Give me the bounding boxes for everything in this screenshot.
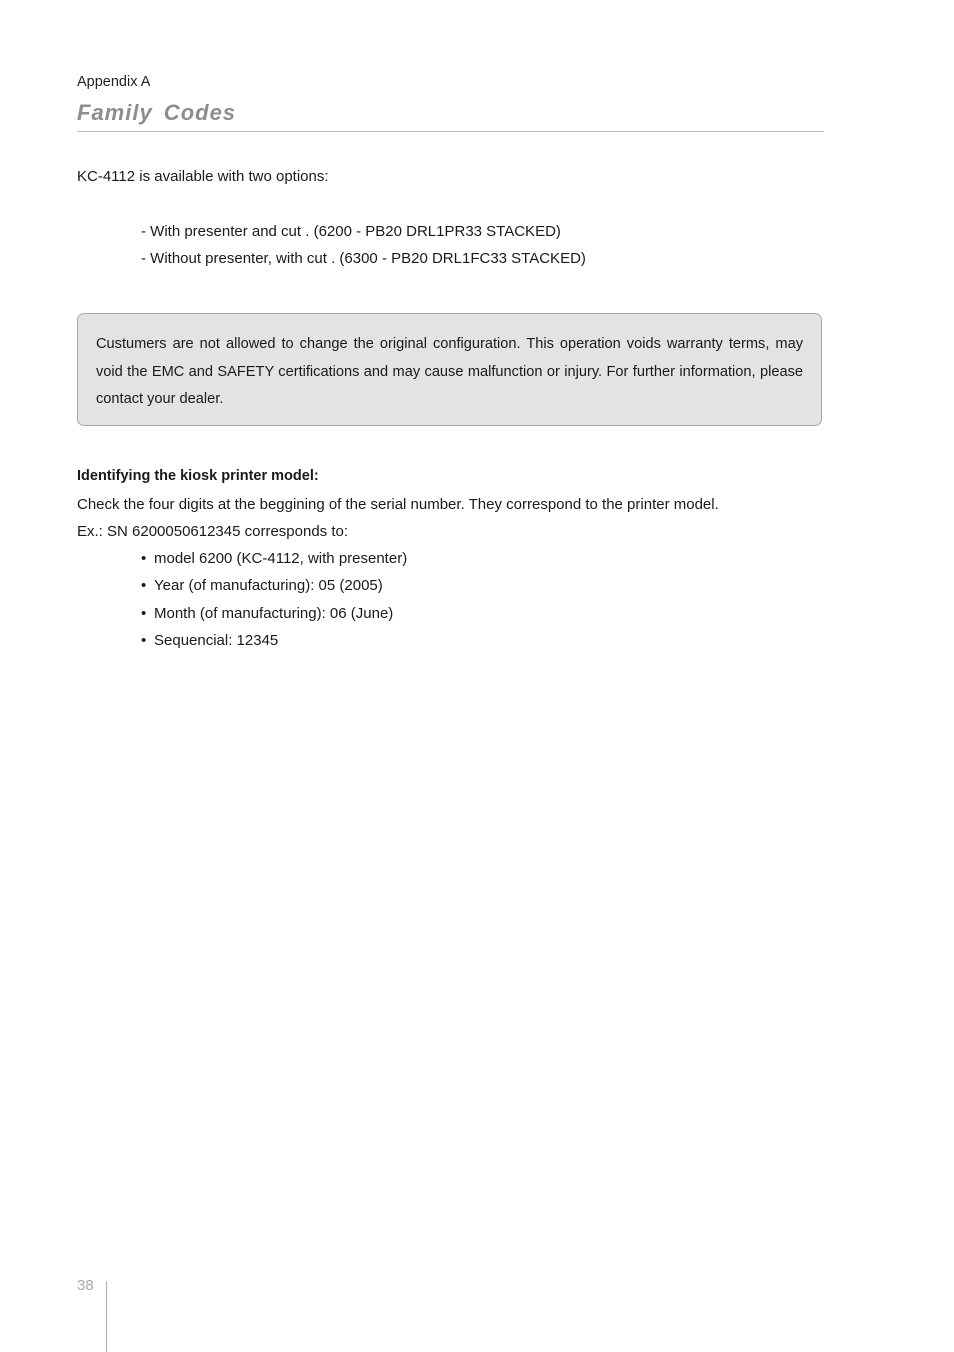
list-item bbox=[141, 576, 407, 603]
intro-text: KC-4112 is available with two options: bbox=[77, 168, 329, 185]
warning-notice: Custumers are not allowed to change the original configuration. This operation voids warranty terms, may void the EMC and SAFETY certifications and may cause malfunction or injury. For further information, please contact your dealer. bbox=[77, 313, 822, 426]
list-item-text: Month (of manufacturing): 06 (June) bbox=[154, 604, 394, 622]
list-item-text: Year (of manufacturing): 05 (2005) bbox=[154, 577, 383, 595]
page-number: 38 bbox=[77, 1277, 94, 1294]
footer-divider bbox=[106, 1281, 107, 1352]
list-item bbox=[141, 549, 407, 576]
serial-details-list bbox=[141, 549, 407, 658]
option-item: - Without presenter, with cut . (6300 - PB20 DRL1FC33 STACKED) bbox=[141, 250, 586, 267]
option-list bbox=[141, 222, 586, 276]
list-item bbox=[141, 604, 407, 631]
page-title: Family Codes bbox=[77, 100, 237, 125]
bullet-icon: • bbox=[141, 604, 147, 622]
identify-text: Check the four digits at the beggining of the serial number. They correspond to the printer model. bbox=[77, 496, 719, 513]
bullet-icon: • bbox=[141, 631, 147, 649]
section-label: Appendix A bbox=[77, 74, 151, 90]
title-divider bbox=[77, 131, 824, 132]
list-item-text: model 6200 (KC-4112, with presenter) bbox=[154, 550, 408, 567]
list-item-text: Sequencial: 12345 bbox=[154, 631, 279, 649]
bullet-icon: • bbox=[141, 550, 147, 567]
serial-example: Ex.: SN 6200050612345 corresponds to: bbox=[77, 523, 349, 540]
option-item: - With presenter and cut . (6200 - PB20 DRL1PR33 STACKED) bbox=[141, 223, 561, 240]
list-item bbox=[141, 631, 407, 658]
bullet-icon: • bbox=[141, 577, 147, 595]
identify-heading: Identifying the kiosk printer model: bbox=[77, 468, 319, 484]
